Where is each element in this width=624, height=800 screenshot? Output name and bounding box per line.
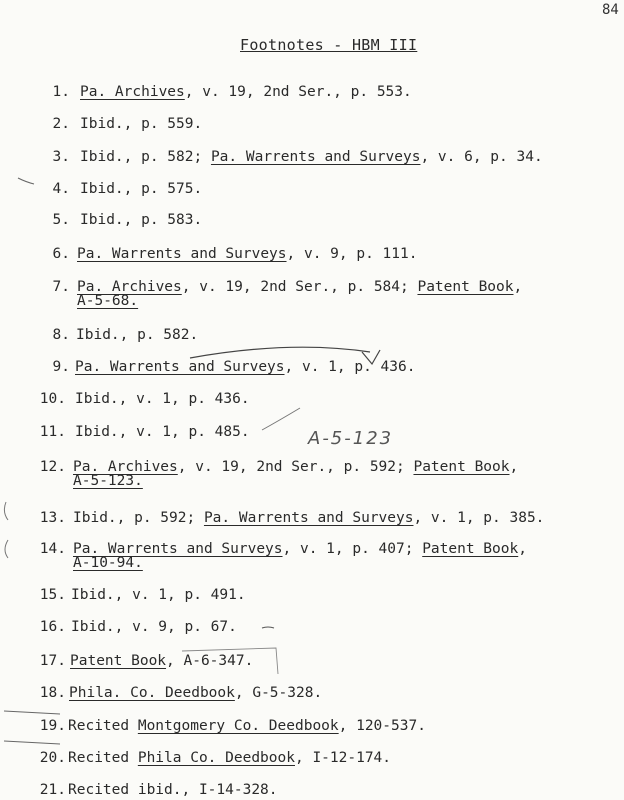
handwritten-note: A-5-123 xyxy=(308,428,394,449)
citation-text: Ibid., p. 582; xyxy=(80,149,211,165)
citation-text: , v. 9, p. 111. xyxy=(286,246,418,262)
citation-title: Patent Book xyxy=(413,459,510,475)
citation-text: , v. 1, p. 436. xyxy=(284,359,416,375)
footnote-text xyxy=(70,654,253,669)
citation-text: Ibid., p. 559. xyxy=(80,116,203,132)
footnote-text xyxy=(77,247,417,262)
citation-text: Recited xyxy=(68,718,138,734)
citation-title: Pa. Warrents and Surveys xyxy=(75,359,285,375)
footnote-number: 6. xyxy=(52,246,70,262)
citation-text: , v. 19, 2nd Ser., p. 592; xyxy=(177,459,414,475)
footnote-text xyxy=(76,328,198,343)
footnote-number: 17. xyxy=(39,653,66,669)
citation-title: Patent Book xyxy=(422,541,519,557)
citation-text: , I-12-174. xyxy=(294,750,392,766)
footnote-text xyxy=(69,686,322,701)
citation-text: Ibid., v. 9, p. 67. xyxy=(71,619,237,635)
citation-title: Montgomery Co. Deedbook xyxy=(137,718,339,734)
footnote-number: 16. xyxy=(39,619,66,635)
citation-text: , xyxy=(509,459,519,475)
footnote-text xyxy=(80,150,543,165)
citation-text: Recited ibid., I-14-328. xyxy=(68,782,278,798)
citation-title: Pa. Warrents and Surveys xyxy=(73,541,283,557)
footnote-text xyxy=(80,117,202,132)
page-number: 84 xyxy=(602,2,619,18)
citation-text: , G-5-328. xyxy=(234,685,323,701)
citation-text: Ibid., v. 1, p. 491. xyxy=(71,587,246,603)
footnote-number: 15. xyxy=(39,587,66,603)
page-title: Footnotes - HBM III xyxy=(240,36,418,54)
footnote-text xyxy=(80,213,202,228)
citation-title: Pa. Archives xyxy=(73,459,178,475)
citation-title: Pa. Warrents and Surveys xyxy=(203,510,414,526)
footnote-number: 20. xyxy=(39,750,66,766)
footnote-continuation: A-5-68. xyxy=(77,293,139,309)
footnote-number: 18. xyxy=(39,685,66,701)
citation-title: Pa. Archives xyxy=(77,279,182,295)
citation-text: Ibid., v. 1, p. 436. xyxy=(75,391,250,407)
citation-text: , 120-537. xyxy=(338,718,426,734)
footnote-text xyxy=(68,783,278,798)
citation-title: Pa. Warrents and Surveys xyxy=(77,246,287,262)
footnote-number: 7. xyxy=(52,279,70,295)
citation-title: Pa. Archives xyxy=(80,84,185,100)
footnote-number: 8. xyxy=(52,327,70,343)
footnote-number: 3. xyxy=(52,149,70,165)
footnote-text xyxy=(75,360,415,375)
citation-text: Recited xyxy=(68,750,138,766)
citation-text: , v. 19, 2nd Ser., p. 584; xyxy=(181,279,418,295)
citation-title: Patent Book xyxy=(70,653,167,669)
footnote-number: 2. xyxy=(52,116,70,132)
footnote-text xyxy=(75,392,250,407)
footnote-text xyxy=(73,511,544,526)
footnote-continuation: A-10-94. xyxy=(73,555,143,571)
citation-text: , v. 6, p. 34. xyxy=(420,149,543,165)
footnote-number: 14. xyxy=(39,541,66,557)
footnote-number: 21. xyxy=(39,782,66,798)
footnote-number: 11. xyxy=(39,424,66,440)
footnote-text xyxy=(68,719,426,734)
citation-text: Ibid., p. 582. xyxy=(76,327,199,343)
citation-text: , xyxy=(513,279,523,295)
footnote-number: 10. xyxy=(39,391,66,407)
footnote-number: 19. xyxy=(39,718,66,734)
footnote-text xyxy=(71,620,237,635)
citation-text: Ibid., p. 592; xyxy=(73,510,204,526)
footnote-number: 9. xyxy=(52,359,70,375)
citation-title: Phila. Co. Deedbook xyxy=(69,685,235,701)
footnote-text xyxy=(80,182,202,197)
citation-text: Ibid., v. 1, p. 485. xyxy=(75,424,250,440)
footnote-continuation: A-5-123. xyxy=(73,473,143,489)
citation-title: Phila Co. Deedbook xyxy=(137,750,295,766)
citation-text: , A-6-347. xyxy=(166,653,254,669)
citation-text: , xyxy=(518,541,527,557)
citation-title: Pa. Warrents and Surveys xyxy=(210,149,421,165)
citation-title: Patent Book xyxy=(417,279,514,295)
footnote-number: 5. xyxy=(52,212,70,228)
footnote-text xyxy=(71,588,246,603)
footnote-number: 12. xyxy=(39,459,66,475)
citation-text: , v. 1, p. 407; xyxy=(282,541,423,557)
citation-text: , v. 19, 2nd Ser., p. 553. xyxy=(184,84,412,100)
footnote-text xyxy=(80,85,412,100)
citation-text: Ibid., p. 575. xyxy=(80,181,203,197)
footnote-text xyxy=(68,751,391,766)
footnote-text xyxy=(77,280,522,295)
citation-text: , v. 1, p. 385. xyxy=(413,510,545,526)
footnote-number: 1. xyxy=(52,84,70,100)
citation-text: Ibid., p. 583. xyxy=(80,212,203,228)
footnote-number: 4. xyxy=(52,181,70,197)
footnote-text xyxy=(75,425,250,440)
footnote-number: 13. xyxy=(39,510,66,526)
